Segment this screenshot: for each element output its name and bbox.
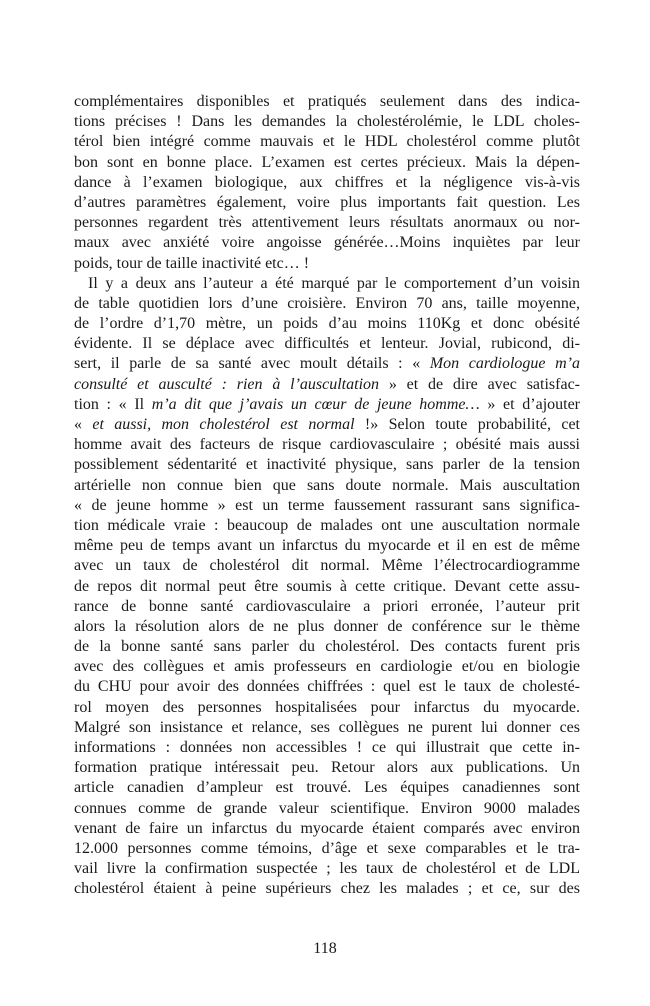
text-line: du CHU pour avoir des données chiffrées : quel est le taux de cholesté- (74, 678, 580, 696)
text-line (74, 354, 580, 374)
body-text (74, 92, 580, 900)
text-line (74, 375, 580, 395)
text-line: 12.000 personnes comme témoins, d’âge et sexe comparables et le tra- (74, 839, 580, 857)
text-line: bon sont en bonne place. L’examen est certes précieux. Mais la dépen- (74, 153, 580, 171)
text-line: « de jeune homme » est un terme faussement rassurant sans significa- (74, 496, 580, 514)
text-line: dance à l’examen biologique, aux chiffres et la négligence vis-à-vis (74, 173, 580, 191)
text-line: informations : données non accessibles ! ce qui illustrait que cette in- (74, 739, 580, 756)
text-run: sert, il parle de sa santé avec moult détails : « (74, 355, 430, 373)
text-line: de repos dit normal peut être soumis à cette critique. Devant cette assu- (74, 577, 580, 595)
text-line: de l’ordre d’1,70 mètre, un poids d’au moins 110Kg et donc obésité (74, 315, 580, 333)
text-line: possiblement sédentarité et inactivité physique, sans parler de la tension (74, 456, 580, 474)
text-run: » et de dire avec satisfac- (379, 375, 580, 393)
text-line: avec des collègues et amis professeurs en cardiologie et/ou en biologie (74, 658, 580, 676)
text-line: personnes regardent très attentivement leurs résultats anormaux ou nor- (74, 214, 580, 232)
text-line: venant de faire un infarctus du myocarde étaient comparés avec environ (74, 819, 580, 837)
text-line: homme avait des facteurs de risque cardiovasculaire ; obésité mais aussi (74, 436, 580, 454)
text-line: vail livre la confirmation suspectée ; les taux de cholestérol et de LDL (74, 860, 580, 878)
text-line: d’autres paramètres également, voire plus importants fait question. Les (74, 193, 580, 211)
italic-quote: m’a dit que j’avais un cœur de jeune homme… (151, 395, 480, 413)
text-line: térol bien intégré comme mauvais et le HDL cholestérol comme plutôt (74, 133, 580, 151)
text-line: complémentaires disponibles et pratiqués seulement dans des indica- (74, 93, 580, 110)
text-line (74, 395, 580, 415)
text-line: Malgré son insistance et relance, ses collègues ne purent lui donner ces (74, 718, 580, 736)
page-number: 118 (313, 940, 337, 957)
text-line: rol moyen des personnes hospitalisées pour infarctus du myocarde. (74, 698, 580, 716)
italic-quote: Mon cardiologue m’a (429, 355, 581, 373)
text-line: évidente. Il se déplace avec difficultés et lenteur. Jovial, rubicond, di- (74, 335, 580, 353)
text-line: de table quotidien lors d’une croisière. Environ 70 ans, taille moyenne, (74, 294, 580, 312)
text-run: tion : « Il (74, 395, 152, 413)
text-line: tion médicale vraie : beaucoup de malades ont une auscultation normale (74, 516, 580, 534)
text-line: article canadien d’ampleur est trouvé. Les équipes canadiennes sont (74, 779, 580, 797)
text-line (74, 415, 580, 435)
text-line: Il y a deux ans l’auteur a été marqué par le comportement d’un voisin (88, 274, 580, 292)
text-line: avec un taux de cholestérol dit normal. Même l’électrocardiogramme (74, 557, 580, 575)
text-line: connues comme de grande valeur scientifique. Environ 9000 malades (74, 799, 580, 817)
text-line: maux avec anxiété voire angoisse générée…Moins inquiètes par leur (74, 234, 580, 252)
italic-quote: consulté et ausculté : rien à l’auscultation (74, 375, 380, 393)
text-line: tions précises ! Dans les demandes la cholestérolémie, le LDL choles- (74, 113, 580, 131)
text-line: même peu de temps avant un infarctus du myocarde et il en est de même (74, 537, 580, 555)
text-line: poids, tour de taille inactivité etc… ! (74, 254, 310, 272)
text-run: !» Selon toute probabilité, cet (354, 416, 581, 433)
text-run: « (74, 416, 93, 433)
text-line: artérielle non connue bien que sans doute normale. Mais auscultation (74, 476, 580, 494)
text-line: rance de bonne santé cardiovasculaire a priori erronée, l’auteur prit (74, 597, 580, 615)
text-line: formation pratique intéressait peu. Retour alors aux publications. Un (74, 759, 580, 777)
text-line: alors la résolution alors de ne plus donner de conférence sur le thème (74, 617, 580, 635)
text-line: cholestérol étaient à peine supérieurs chez les malades ; et ce, sur des (74, 880, 580, 898)
text-line: de la bonne santé sans parler du cholestérol. Des contacts furent pris (74, 638, 580, 656)
italic-quote: et aussi, mon cholestérol est normal (92, 416, 355, 433)
text-run: » et d’ajouter (479, 395, 581, 413)
